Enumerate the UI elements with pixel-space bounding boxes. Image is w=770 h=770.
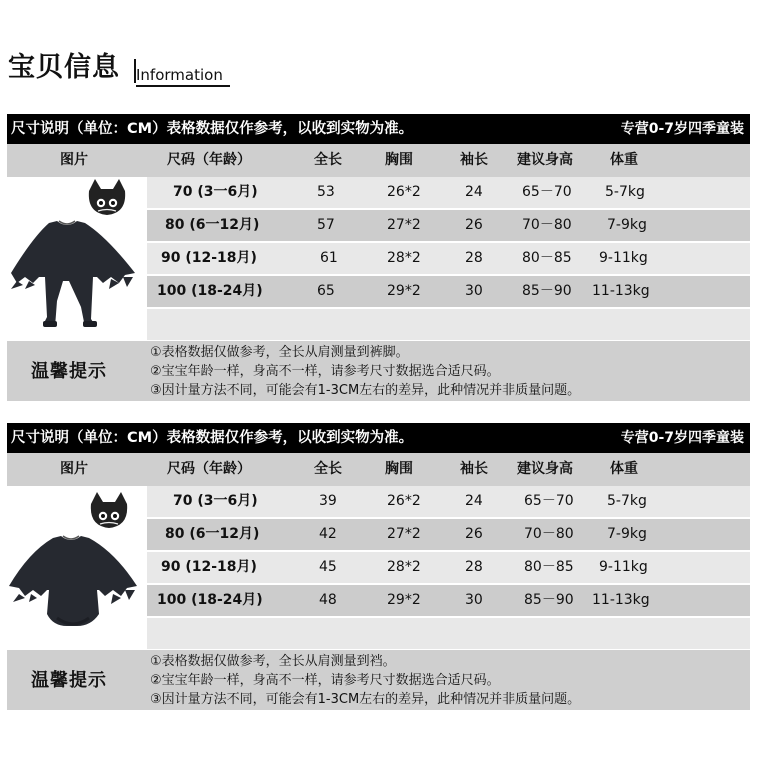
notes-label: 温馨提示 — [31, 670, 107, 691]
notes-label: 温馨提示 — [31, 361, 107, 382]
col-size: 尺码（年龄） — [167, 152, 251, 168]
table-row — [147, 585, 750, 616]
cell-height: 65－70 — [522, 184, 572, 200]
table-row — [147, 486, 750, 517]
cell-length: 61 — [320, 250, 338, 266]
note-item: ②宝宝年龄一样，身高不一样，请参考尺寸数据选合适尺码。 — [150, 364, 500, 379]
product-image-cell — [7, 486, 145, 649]
page-subtitle: Information — [136, 66, 223, 84]
col-height: 建议身高 — [517, 152, 573, 168]
cell-chest: 28*2 — [387, 250, 421, 266]
size-table-2 — [7, 423, 750, 710]
cell-length: 39 — [319, 493, 337, 509]
cell-sleeve: 30 — [465, 283, 483, 299]
note-item: ①表格数据仅做参考，全长从肩测量到裤脚。 — [150, 345, 409, 360]
cell-size: 70 (3一6月) — [173, 493, 258, 509]
cell-height: 80－85 — [522, 250, 572, 266]
cell-weight: 5-7kg — [605, 184, 645, 200]
col-chest: 胸围 — [385, 152, 413, 168]
cell-chest: 29*2 — [387, 592, 421, 608]
shop-tagline: 专营0-7岁四季童装 — [620, 121, 744, 137]
col-sleeve: 袖长 — [460, 152, 488, 168]
cell-chest: 26*2 — [387, 184, 421, 200]
table-header-title: 尺寸说明（单位：CM）表格数据仅作参考，以收到实物为准。 — [11, 430, 414, 446]
cell-weight: 7-9kg — [607, 526, 647, 542]
column-headers — [7, 144, 750, 177]
table-header-bar — [7, 423, 750, 453]
note-item: ①表格数据仅做参考，全长从肩测量到裆。 — [150, 654, 396, 669]
cell-chest: 27*2 — [387, 217, 421, 233]
cell-sleeve: 30 — [465, 592, 483, 608]
table-row — [147, 552, 750, 583]
cell-size: 90 (12-18月) — [161, 250, 257, 266]
cell-length: 45 — [319, 559, 337, 575]
page-title: 宝贝信息 — [8, 52, 120, 83]
table-row — [147, 519, 750, 550]
cell-weight: 11-13kg — [592, 592, 650, 608]
cell-size: 80 (6一12月) — [165, 526, 260, 542]
table-row — [147, 276, 750, 307]
table-header-bar — [7, 114, 750, 144]
cell-weight: 9-11kg — [599, 559, 648, 575]
col-length: 全长 — [314, 152, 342, 168]
cell-height: 70－80 — [524, 526, 574, 542]
col-height: 建议身高 — [517, 461, 573, 477]
note-item: ③因计量方法不同，可能会有1-3CM左右的差异，此种情况并非质量问题。 — [150, 692, 581, 707]
col-weight: 体重 — [610, 461, 638, 477]
cell-chest: 29*2 — [387, 283, 421, 299]
cell-size: 70 (3一6月) — [173, 184, 258, 200]
cell-weight: 9-11kg — [599, 250, 648, 266]
cell-length: 53 — [317, 184, 335, 200]
note-item: ②宝宝年龄一样，身高不一样，请参考尺寸数据选合适尺码。 — [150, 673, 500, 688]
column-headers — [7, 453, 750, 486]
cell-sleeve: 28 — [465, 250, 483, 266]
table-header-title: 尺寸说明（单位：CM）表格数据仅作参考，以收到实物为准。 — [11, 121, 414, 137]
cell-length: 42 — [319, 526, 337, 542]
cell-height: 80－85 — [524, 559, 574, 575]
cell-height: 70－80 — [522, 217, 572, 233]
cell-length: 57 — [317, 217, 335, 233]
notes-section — [7, 341, 750, 401]
cell-sleeve: 24 — [465, 493, 483, 509]
notes-section — [7, 650, 750, 710]
bat-romper-short-image — [7, 486, 145, 649]
col-length: 全长 — [314, 461, 342, 477]
size-table-1 — [7, 114, 750, 401]
notes-list — [150, 343, 580, 400]
table-row-empty — [147, 618, 750, 649]
cell-height: 85－90 — [524, 592, 574, 608]
cell-height: 65－70 — [524, 493, 574, 509]
cell-chest: 27*2 — [387, 526, 421, 542]
col-weight: 体重 — [610, 152, 638, 168]
table-row-empty — [147, 309, 750, 340]
cell-size: 80 (6一12月) — [165, 217, 260, 233]
table-row — [147, 210, 750, 241]
cell-sleeve: 26 — [465, 526, 483, 542]
col-image: 图片 — [60, 152, 88, 168]
cell-size: 90 (12-18月) — [161, 559, 257, 575]
col-size: 尺码（年龄） — [167, 461, 251, 477]
notes-list — [150, 652, 580, 709]
col-image: 图片 — [60, 461, 88, 477]
cell-length: 48 — [319, 592, 337, 608]
cell-sleeve: 28 — [465, 559, 483, 575]
col-chest: 胸围 — [385, 461, 413, 477]
product-image-cell — [7, 177, 145, 340]
cell-chest: 28*2 — [387, 559, 421, 575]
cell-size: 100 (18-24月) — [157, 283, 263, 299]
cell-weight: 7-9kg — [607, 217, 647, 233]
cell-sleeve: 26 — [465, 217, 483, 233]
cell-length: 65 — [317, 283, 335, 299]
cell-weight: 11-13kg — [592, 283, 650, 299]
page-header — [8, 52, 224, 88]
cell-height: 85－90 — [522, 283, 572, 299]
bat-romper-long-image — [7, 177, 145, 340]
table-row — [147, 177, 750, 208]
note-item: ③因计量方法不同，可能会有1-3CM左右的差异，此种情况并非质量问题。 — [150, 383, 581, 398]
col-sleeve: 袖长 — [460, 461, 488, 477]
shop-tagline: 专营0-7岁四季童装 — [620, 430, 744, 446]
table-row — [147, 243, 750, 274]
cell-weight: 5-7kg — [607, 493, 647, 509]
cell-size: 100 (18-24月) — [157, 592, 263, 608]
title-underline — [136, 85, 230, 87]
cell-sleeve: 24 — [465, 184, 483, 200]
cell-chest: 26*2 — [387, 493, 421, 509]
